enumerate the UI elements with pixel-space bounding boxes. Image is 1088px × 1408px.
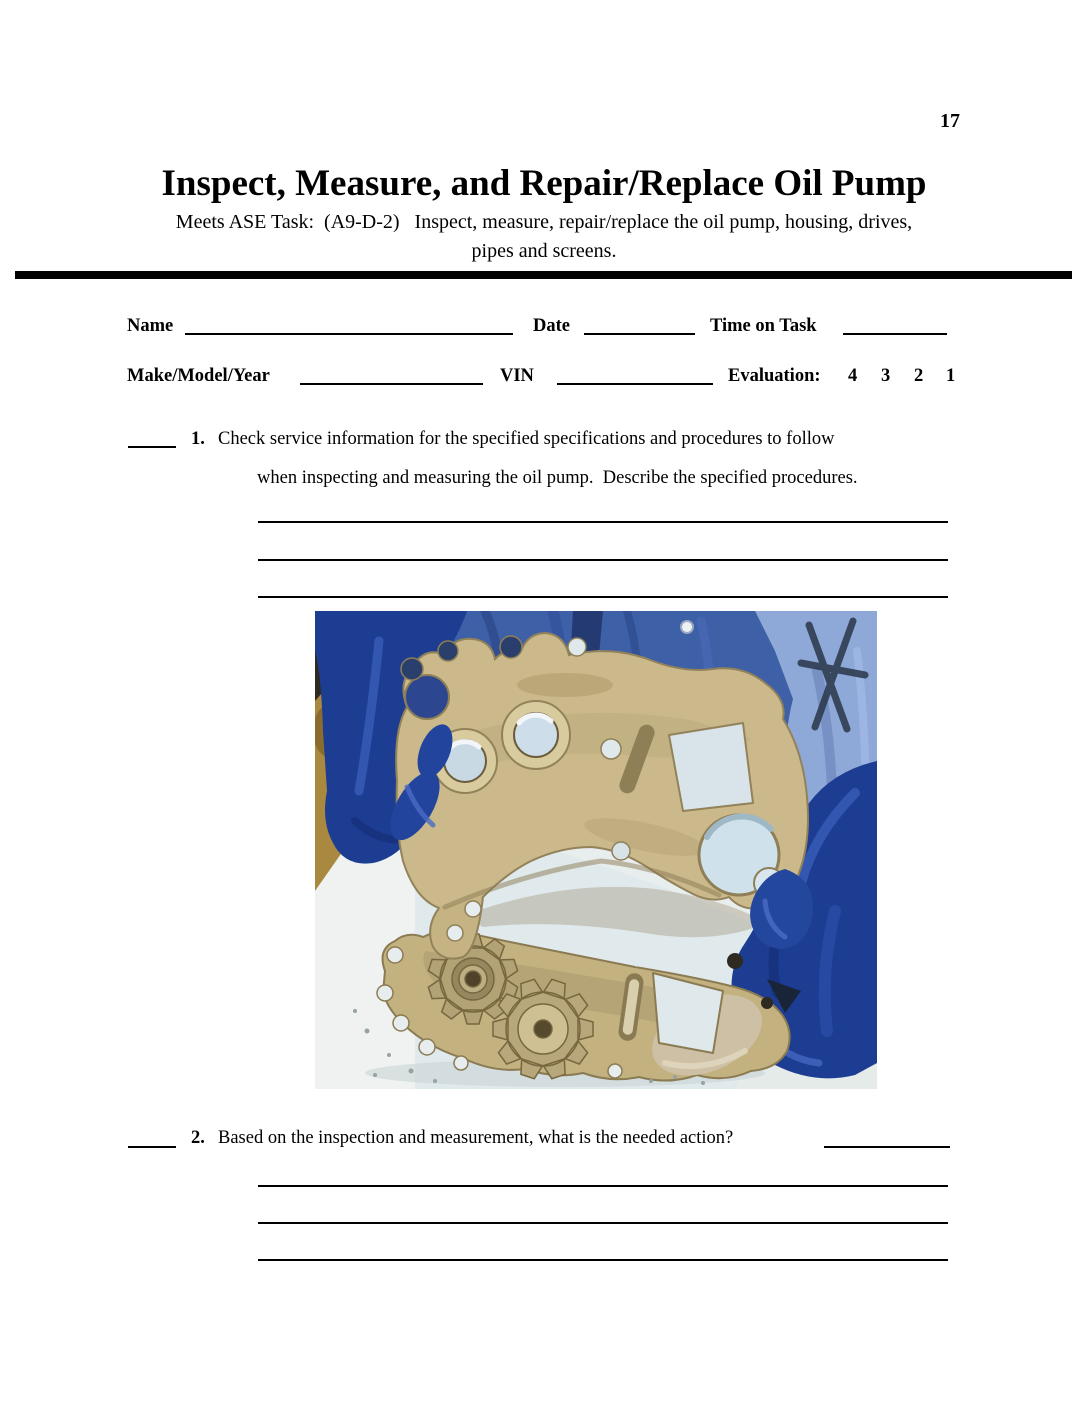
page-title: Inspect, Measure, and Repair/Replace Oil Pump — [161, 163, 927, 204]
answer-line — [258, 1259, 948, 1261]
answer-line — [258, 559, 948, 561]
time-on-task-label: Time on Task — [710, 316, 817, 336]
task-1-text-line-2: when inspecting and measuring the oil pump. Describe the specified procedures. — [257, 468, 858, 488]
ase-task-line-1: Meets ASE Task: (A9-D-2) Inspect, measure, repair/replace the oil pump, housing, drives, — [175, 211, 913, 233]
task-2-text-line-1: Based on the inspection and measurement, what is the needed action? — [218, 1128, 734, 1148]
task-1-step-blank — [128, 446, 176, 448]
name-label: Name — [127, 316, 174, 336]
task-1-text-line-1: Check service information for the specified specifications and procedures to follow — [218, 429, 835, 449]
evaluation-score-1: 1 — [946, 366, 956, 386]
task-2-step-blank — [128, 1146, 176, 1148]
vin-blank — [557, 383, 713, 385]
evaluation-score-4: 4 — [848, 366, 858, 386]
evaluation-score-2: 2 — [914, 366, 924, 386]
task-2-inline-blank — [824, 1146, 950, 1148]
ase-task-line-2: pipes and screens. — [471, 240, 617, 262]
task-2-number: 2. — [191, 1128, 205, 1148]
task-1-number: 1. — [191, 429, 205, 449]
answer-line — [258, 1222, 948, 1224]
name-blank — [185, 333, 513, 335]
make-model-year-blank — [300, 383, 483, 385]
make-model-year-label: Make/Model/Year — [127, 366, 270, 386]
oil-pump-photo — [315, 611, 877, 1089]
date-blank — [584, 333, 695, 335]
divider-rule — [15, 271, 1072, 279]
answer-line — [258, 521, 948, 523]
answer-line — [258, 596, 948, 598]
vin-label: VIN — [500, 366, 534, 386]
evaluation-label: Evaluation: — [728, 366, 821, 386]
evaluation-score-3: 3 — [881, 366, 891, 386]
answer-line — [258, 1185, 948, 1187]
time-on-task-blank — [843, 333, 947, 335]
date-label: Date — [533, 316, 570, 336]
page-number: 17 — [940, 110, 960, 132]
